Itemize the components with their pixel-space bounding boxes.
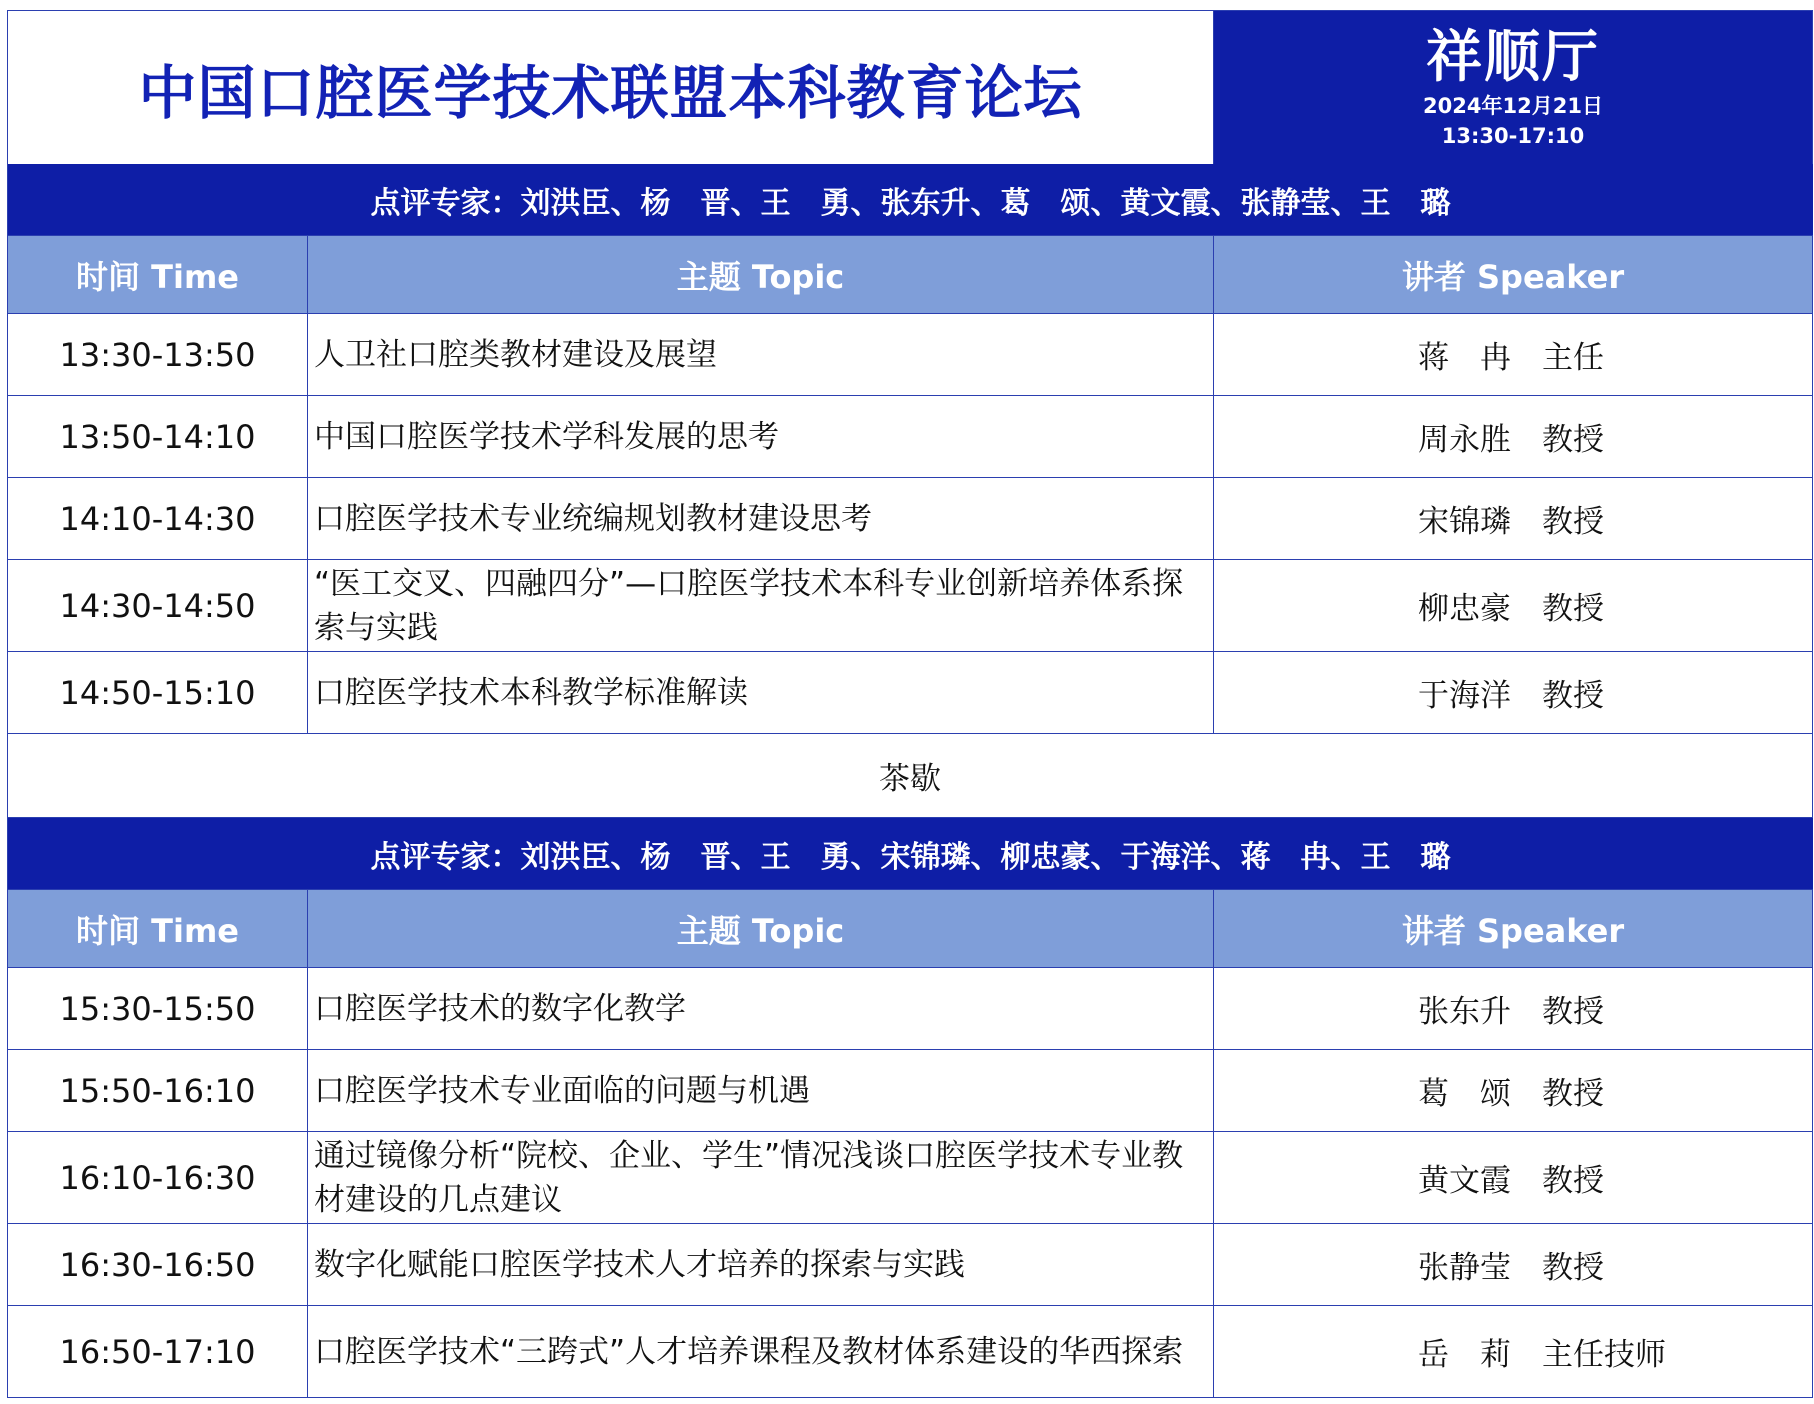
column-speaker: 讲者 Speaker xyxy=(1214,890,1813,967)
row-speaker: 蒋 冉 主任 xyxy=(1214,314,1813,395)
venue-hours: 13:30-17:10 xyxy=(1441,123,1585,148)
table-row xyxy=(8,396,1813,478)
session2-reviewers: 点评专家：刘洪臣、杨 晋、王 勇、宋锦璘、柳忠豪、于海洋、蒋 冉、王 璐 xyxy=(8,818,1813,890)
row-topic: 口腔医学技术专业统编规划教材建设思考 xyxy=(308,478,1214,559)
session1-column-header xyxy=(8,236,1813,314)
table-row xyxy=(8,1132,1813,1224)
row-time: 16:30-16:50 xyxy=(8,1224,308,1305)
row-speaker: 张东升 教授 xyxy=(1214,968,1813,1049)
row-speaker: 张静莹 教授 xyxy=(1214,1224,1813,1305)
row-topic: “医工交叉、四融四分”—口腔医学技术本科专业创新培养体系探索与实践 xyxy=(308,560,1214,651)
table-row xyxy=(8,1050,1813,1132)
row-topic: 口腔医学技术“三跨式”人才培养课程及教材体系建设的华西探索 xyxy=(308,1306,1214,1397)
row-time: 14:50-15:10 xyxy=(8,652,308,733)
row-speaker: 葛 颂 教授 xyxy=(1214,1050,1813,1131)
column-topic: 主题 Topic xyxy=(308,236,1214,313)
column-speaker: 讲者 Speaker xyxy=(1214,236,1813,313)
table-row xyxy=(8,652,1813,734)
row-time: 13:30-13:50 xyxy=(8,314,308,395)
row-topic: 通过镜像分析“院校、企业、学生”情况浅谈口腔医学技术专业教材建设的几点建议 xyxy=(308,1132,1214,1223)
forum-title: 中国口腔医学技术联盟本科教育论坛 xyxy=(8,11,1214,164)
venue-date: 2024年12月21日 xyxy=(1423,93,1603,118)
row-time: 13:50-14:10 xyxy=(8,396,308,477)
table-row xyxy=(8,560,1813,652)
row-topic: 中国口腔医学技术学科发展的思考 xyxy=(308,396,1214,477)
venue-name: 祥顺厅 xyxy=(1426,24,1600,90)
column-topic: 主题 Topic xyxy=(308,890,1214,967)
row-time: 15:50-16:10 xyxy=(8,1050,308,1131)
row-speaker: 岳 莉 主任技师 xyxy=(1214,1306,1813,1397)
row-time: 16:10-16:30 xyxy=(8,1132,308,1223)
table-row xyxy=(8,478,1813,560)
venue-block xyxy=(1214,11,1813,164)
table-row xyxy=(8,1224,1813,1306)
table-row xyxy=(8,314,1813,396)
session2-column-header xyxy=(8,890,1813,968)
row-speaker: 黄文霞 教授 xyxy=(1214,1132,1813,1223)
row-topic: 人卫社口腔类教材建设及展望 xyxy=(308,314,1214,395)
column-time: 时间 Time xyxy=(8,890,308,967)
row-time: 15:30-15:50 xyxy=(8,968,308,1049)
row-topic: 口腔医学技术专业面临的问题与机遇 xyxy=(308,1050,1214,1131)
table-row xyxy=(8,1306,1813,1398)
tea-break: 茶歇 xyxy=(8,734,1813,818)
session1-reviewers: 点评专家：刘洪臣、杨 晋、王 勇、张东升、葛 颂、黄文霞、张静莹、王 璐 xyxy=(8,164,1813,236)
column-time: 时间 Time xyxy=(8,236,308,313)
table-row xyxy=(8,968,1813,1050)
row-topic: 口腔医学技术的数字化教学 xyxy=(308,968,1214,1049)
row-topic: 口腔医学技术本科教学标准解读 xyxy=(308,652,1214,733)
row-speaker: 于海洋 教授 xyxy=(1214,652,1813,733)
row-speaker: 周永胜 教授 xyxy=(1214,396,1813,477)
row-time: 14:10-14:30 xyxy=(8,478,308,559)
row-topic: 数字化赋能口腔医学技术人才培养的探索与实践 xyxy=(308,1224,1214,1305)
row-time: 16:50-17:10 xyxy=(8,1306,308,1397)
row-speaker: 宋锦璘 教授 xyxy=(1214,478,1813,559)
schedule-sheet xyxy=(7,10,1813,1398)
row-speaker: 柳忠豪 教授 xyxy=(1214,560,1813,651)
forum-header xyxy=(8,11,1813,164)
row-time: 14:30-14:50 xyxy=(8,560,308,651)
